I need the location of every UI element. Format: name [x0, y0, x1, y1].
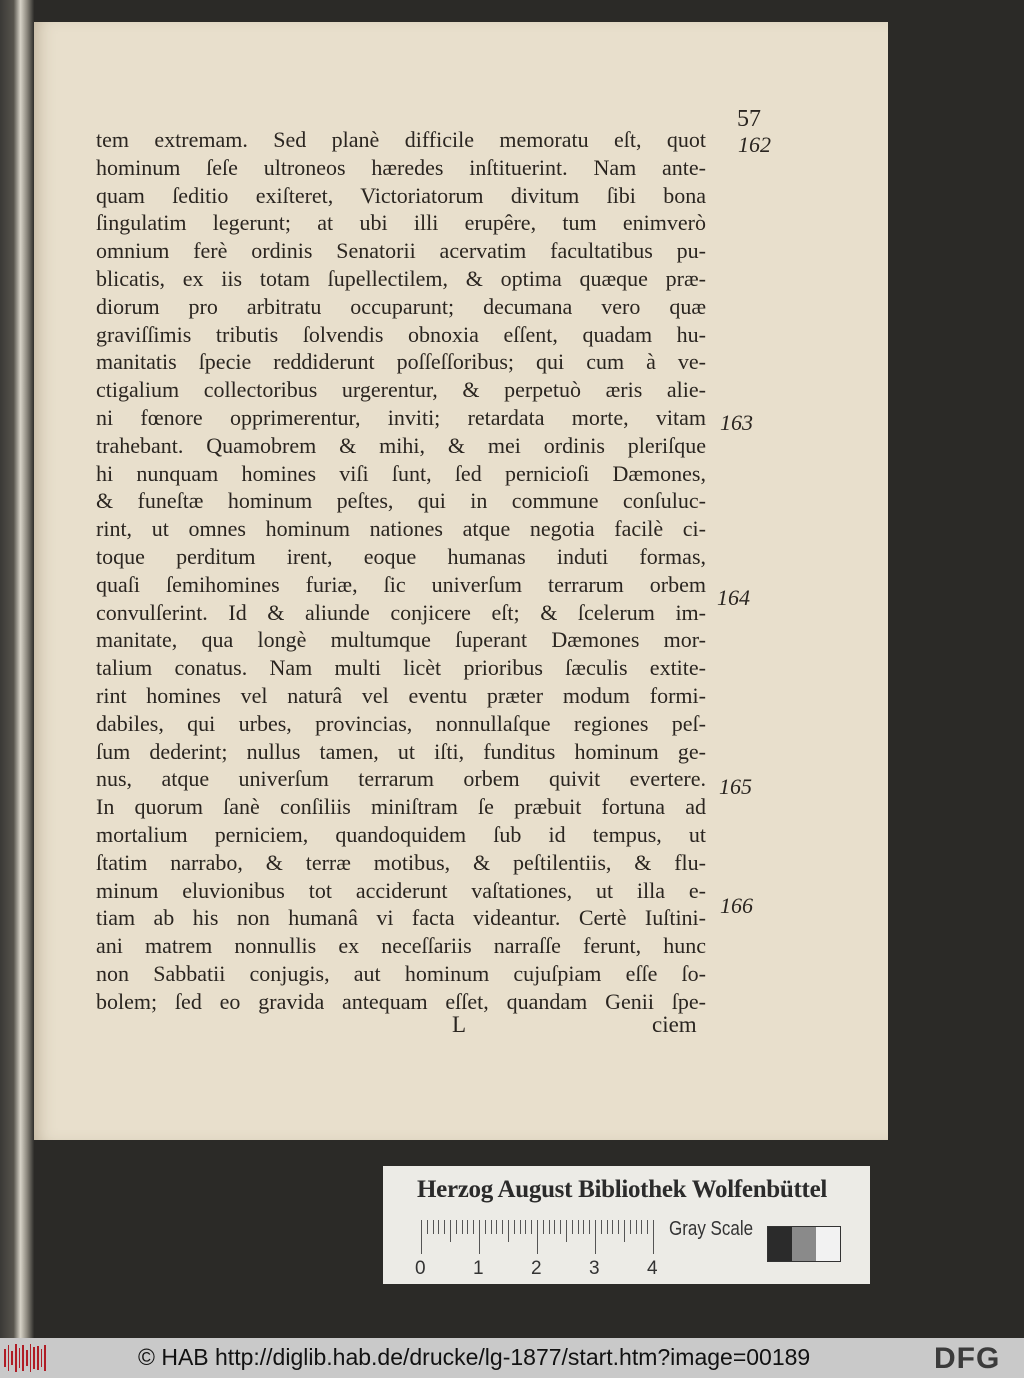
- text-line: non Sabbatii conjugis, aut hominum cujuſpiam eſſe ſo-: [96, 960, 706, 986]
- text-line: In quorum ſanè conſiliis miniſtram ſe præbuit fortuna ad: [96, 794, 706, 820]
- ruler-tick: [531, 1220, 532, 1234]
- logo-bar: [41, 1349, 43, 1367]
- ruler-tick: [612, 1220, 613, 1234]
- ruler-tick: [641, 1220, 642, 1234]
- text-line: convulſerint. Id & aliunde conjicere eſt; & ſcelerum im-: [96, 599, 706, 625]
- ruler-tick: [537, 1220, 538, 1254]
- ruler-tick: [502, 1220, 503, 1234]
- logo-bar: [26, 1350, 28, 1366]
- text-line: ni fœnore opprimerentur, inviti; retardata morte, vitam: [96, 404, 706, 430]
- text-line: ſum dederint; nullus tamen, ut iſti, funditus hominum ge-: [96, 738, 706, 764]
- text-line: manitatis ſpecie reddiderunt poſſeſſoribus; qui cum à ve-: [96, 349, 706, 375]
- ruler-tick: [450, 1220, 451, 1242]
- ruler-tick: [607, 1220, 608, 1234]
- ruler-tick: [624, 1220, 625, 1242]
- ruler-tick: [589, 1220, 590, 1234]
- text-line: tem extremam. Sed planè difficile memoratu eſt, quot: [96, 127, 706, 152]
- gray-scale-label: Gray Scale: [669, 1218, 754, 1240]
- ruler-tick: [427, 1220, 428, 1234]
- text-line: ani matrem nonnullis ex neceſſariis narraſſe ferunt, hunc: [96, 933, 706, 959]
- ruler-tick: [653, 1220, 654, 1254]
- margin-number: 165: [719, 774, 752, 799]
- margin-number: 163: [720, 410, 753, 435]
- text-line: bolem; ſed eo gravida antequam eſſet, quandam Genii ſpe-: [96, 988, 706, 1014]
- text-line: rint homines vel naturâ vel eventu præter modum formi-: [96, 682, 706, 708]
- text-line: talium conatus. Nam multi licèt prioribus ſæculis extite-: [96, 655, 706, 681]
- gray-swatch: [816, 1227, 840, 1261]
- text-line: minum eluvionibus tot acciderunt vaſtationes, ut illa e-: [96, 877, 706, 903]
- text-line: ſtatim narrabo, & terræ motibus, & peſtilentiis, & flu-: [96, 849, 706, 875]
- library-scale-card: [383, 1166, 870, 1284]
- ruler-number: 4: [647, 1258, 658, 1279]
- ruler-tick: [560, 1220, 561, 1234]
- logo-bar: [30, 1344, 32, 1372]
- logo-bar: [15, 1344, 17, 1372]
- ruler-tick: [462, 1220, 463, 1234]
- text-line: toque perditum irent, eoque humanas induti formas,: [96, 543, 706, 569]
- text-line: diorum pro arbitratu occuparunt; decumana vero quæ: [96, 293, 706, 319]
- text-line: quam ſeditio exiſteret, Victoriatorum divitum ſibi bona: [96, 182, 706, 208]
- gray-scale-swatches: [767, 1226, 841, 1262]
- ruler-tick: [554, 1220, 555, 1234]
- ruler-tick: [636, 1220, 637, 1234]
- library-name: Herzog August Bibliothek Wolfenbüttel: [417, 1176, 828, 1203]
- copyright-url[interactable]: © HAB http://diglib.hab.de/drucke/lg-1877/start.htm?image=00189: [138, 1344, 811, 1370]
- margin-number: 166: [720, 893, 753, 918]
- text-line: rint, ut omnes hominum nationes atque negotia facilè ci-: [96, 516, 706, 542]
- ruler: [421, 1220, 653, 1254]
- ruler-tick: [647, 1220, 648, 1234]
- ruler-tick: [595, 1220, 596, 1254]
- page-number: 57: [737, 106, 761, 132]
- ruler-tick: [508, 1220, 509, 1242]
- text-line: & funeſtæ hominum peſtes, qui in commune conſuluc-: [96, 488, 706, 514]
- ruler-tick: [433, 1220, 434, 1234]
- ruler-tick: [456, 1220, 457, 1234]
- ruler-tick: [525, 1220, 526, 1234]
- page-text: [96, 126, 706, 1016]
- text-line: ctigalium collectoribus urgerentur, & perpetuò æris alie-: [96, 377, 706, 403]
- previous-page-edge: [0, 0, 34, 1338]
- margin-number: 162: [738, 132, 771, 157]
- ruler-tick: [572, 1220, 573, 1234]
- ruler-tick: [578, 1220, 579, 1234]
- ruler-number: 1: [473, 1258, 484, 1279]
- text-line: quaſi ſemihomines furiæ, ſic univerſum terrarum orbem: [96, 571, 706, 597]
- ruler-tick: [630, 1220, 631, 1234]
- hab-logo-icon: [4, 1344, 46, 1372]
- ruler-tick: [496, 1220, 497, 1234]
- logo-bar: [19, 1348, 21, 1368]
- ruler-tick: [438, 1220, 439, 1234]
- logo-bar: [11, 1351, 13, 1365]
- signature-mark: L: [452, 1012, 467, 1037]
- gray-swatch: [768, 1227, 792, 1261]
- ruler-tick: [491, 1220, 492, 1234]
- text-line: blicatis, ex iis totam ſupellectilem, & optima quæque præ-: [96, 265, 706, 291]
- logo-bar: [4, 1349, 6, 1367]
- ruler-tick: [444, 1220, 445, 1234]
- text-line: hominum ſeſe ultroneos hæredes inſtituerint. Nam ante-: [96, 154, 706, 180]
- text-line: trahebant. Quamobrem & mihi, & mei ordinis pleriſque: [96, 432, 706, 458]
- ruler-tick: [520, 1220, 521, 1234]
- logo-bar: [8, 1345, 10, 1371]
- text-line: tiam ab his non humanâ vi facta videantur. Certè Iuſtini-: [96, 905, 706, 931]
- ruler-tick: [601, 1220, 602, 1234]
- dfg-logo: DFG: [934, 1342, 1001, 1375]
- text-line: omnium ferè ordinis Senatorii acervatim facultatibus pu-: [96, 238, 706, 264]
- ruler-tick: [549, 1220, 550, 1234]
- ruler-tick: [479, 1220, 480, 1254]
- ruler-tick: [583, 1220, 584, 1234]
- text-line: mortalium perniciem, quandoquidem ſub id tempus, ut: [96, 821, 706, 847]
- ruler-number: 0: [415, 1258, 426, 1279]
- ruler-tick: [514, 1220, 515, 1234]
- catchword: ciem: [652, 1012, 697, 1037]
- text-line: ſingulatim legerunt; at ubi illi erupêre, tum enimverò: [96, 210, 706, 236]
- ruler-tick: [485, 1220, 486, 1234]
- text-line: nus, atque univerſum terrarum orbem quivit evertere.: [96, 766, 706, 792]
- ruler-tick: [543, 1220, 544, 1234]
- logo-bar: [44, 1345, 46, 1371]
- text-line: manitate, qua longè multumque ſuperant Dæmones mor-: [96, 627, 706, 653]
- logo-bar: [22, 1345, 24, 1371]
- margin-number: 164: [717, 585, 750, 610]
- text-line: dabiles, qui urbes, provincias, nonnullaſque regiones peſ-: [96, 710, 706, 736]
- logo-bar: [33, 1347, 35, 1369]
- gray-swatch: [792, 1227, 816, 1261]
- ruler-tick: [618, 1220, 619, 1234]
- ruler-tick: [473, 1220, 474, 1234]
- ruler-tick: [467, 1220, 468, 1234]
- ruler-number: 2: [531, 1258, 542, 1279]
- ruler-tick: [421, 1220, 422, 1254]
- ruler-tick: [566, 1220, 567, 1242]
- text-line: graviſſimis tributis ſolvendis obnoxia eſſent, quadam hu-: [96, 321, 706, 347]
- book-page: [34, 22, 888, 1140]
- logo-bar: [37, 1346, 39, 1370]
- ruler-number: 3: [589, 1258, 600, 1279]
- text-line: hi nunquam homines viſi ſunt, ſed pernicioſi Dæmones,: [96, 460, 706, 486]
- footer-bar: [0, 1338, 1024, 1378]
